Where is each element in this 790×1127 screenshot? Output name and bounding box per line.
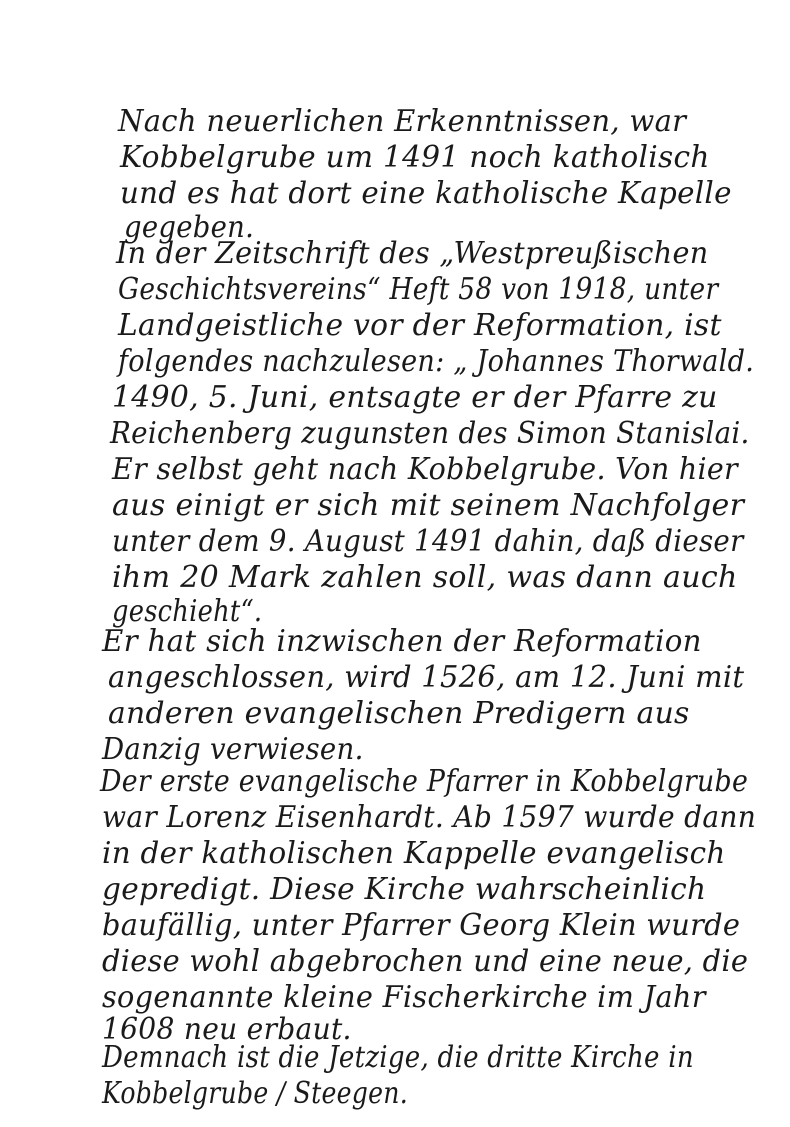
text-line-9: 1490, 5. Juni, entsagte er der Pfarre zu — [112, 380, 718, 415]
text-line-2: Kobbelgrube um 1491 noch katholisch — [120, 140, 710, 175]
text-line-27: 1608 neu erbaut. — [102, 1012, 352, 1047]
text-line-1: Nach neuerlichen Erkenntnissen, war — [118, 104, 687, 139]
text-line-19: Danzig verwiesen. — [102, 732, 364, 767]
text-line-20: Der erste evangelische Pfarrer in Kobbelgrube — [100, 764, 749, 799]
text-line-5: In der Zeitschrift des „Westpreußischen — [116, 236, 709, 271]
text-line-24: baufällig, unter Pfarrer Georg Klein wurde — [102, 908, 741, 943]
text-line-16: Er hat sich inzwischen der Reformation — [102, 624, 702, 659]
text-line-28: Demnach ist die Jetzige, die dritte Kirche in — [102, 1040, 694, 1075]
text-line-14: ihm 20 Mark zahlen soll, was dann auch — [112, 560, 738, 595]
text-line-22: in der katholischen Kappelle evangelisch — [102, 836, 726, 871]
text-line-15: geschieht“. — [112, 594, 263, 629]
text-line-26: sogenannte kleine Fischerkirche im Jahr — [102, 980, 706, 1015]
text-line-25: diese wohl abgebrochen und eine neue, die — [102, 944, 749, 979]
text-line-18: anderen evangelischen Predigern aus — [108, 696, 690, 731]
text-line-11: Er selbst geht nach Kobbelgrube. Von hier — [112, 452, 738, 487]
text-line-12: aus einigt er sich mit seinem Nachfolger — [112, 488, 745, 523]
text-line-23: gepredigt. Diese Kirche wahrscheinlich — [102, 872, 707, 907]
text-line-4: gegeben. — [124, 210, 255, 245]
text-line-13: unter dem 9. August 1491 dahin, daß dieser — [112, 524, 744, 559]
text-line-8: folgendes nachzulesen: „ Johannes Thorwald. — [118, 344, 755, 379]
text-line-3: und es hat dort eine katholische Kapelle — [120, 176, 732, 211]
text-line-21: war Lorenz Eisenhardt. Ab 1597 wurde dann — [102, 800, 757, 835]
text-line-7: Landgeistliche vor der Reformation, ist — [118, 308, 722, 343]
text-line-17: angeschlossen, wird 1526, am 12. Juni mit — [108, 660, 745, 695]
text-line-10: Reichenberg zugunsten des Simon Stanislai. — [110, 416, 750, 451]
text-line-29: Kobbelgrube / Steegen. — [102, 1076, 408, 1111]
text-line-6: Geschichtsvereins“ Heft 58 von 1918, unter — [118, 272, 719, 307]
